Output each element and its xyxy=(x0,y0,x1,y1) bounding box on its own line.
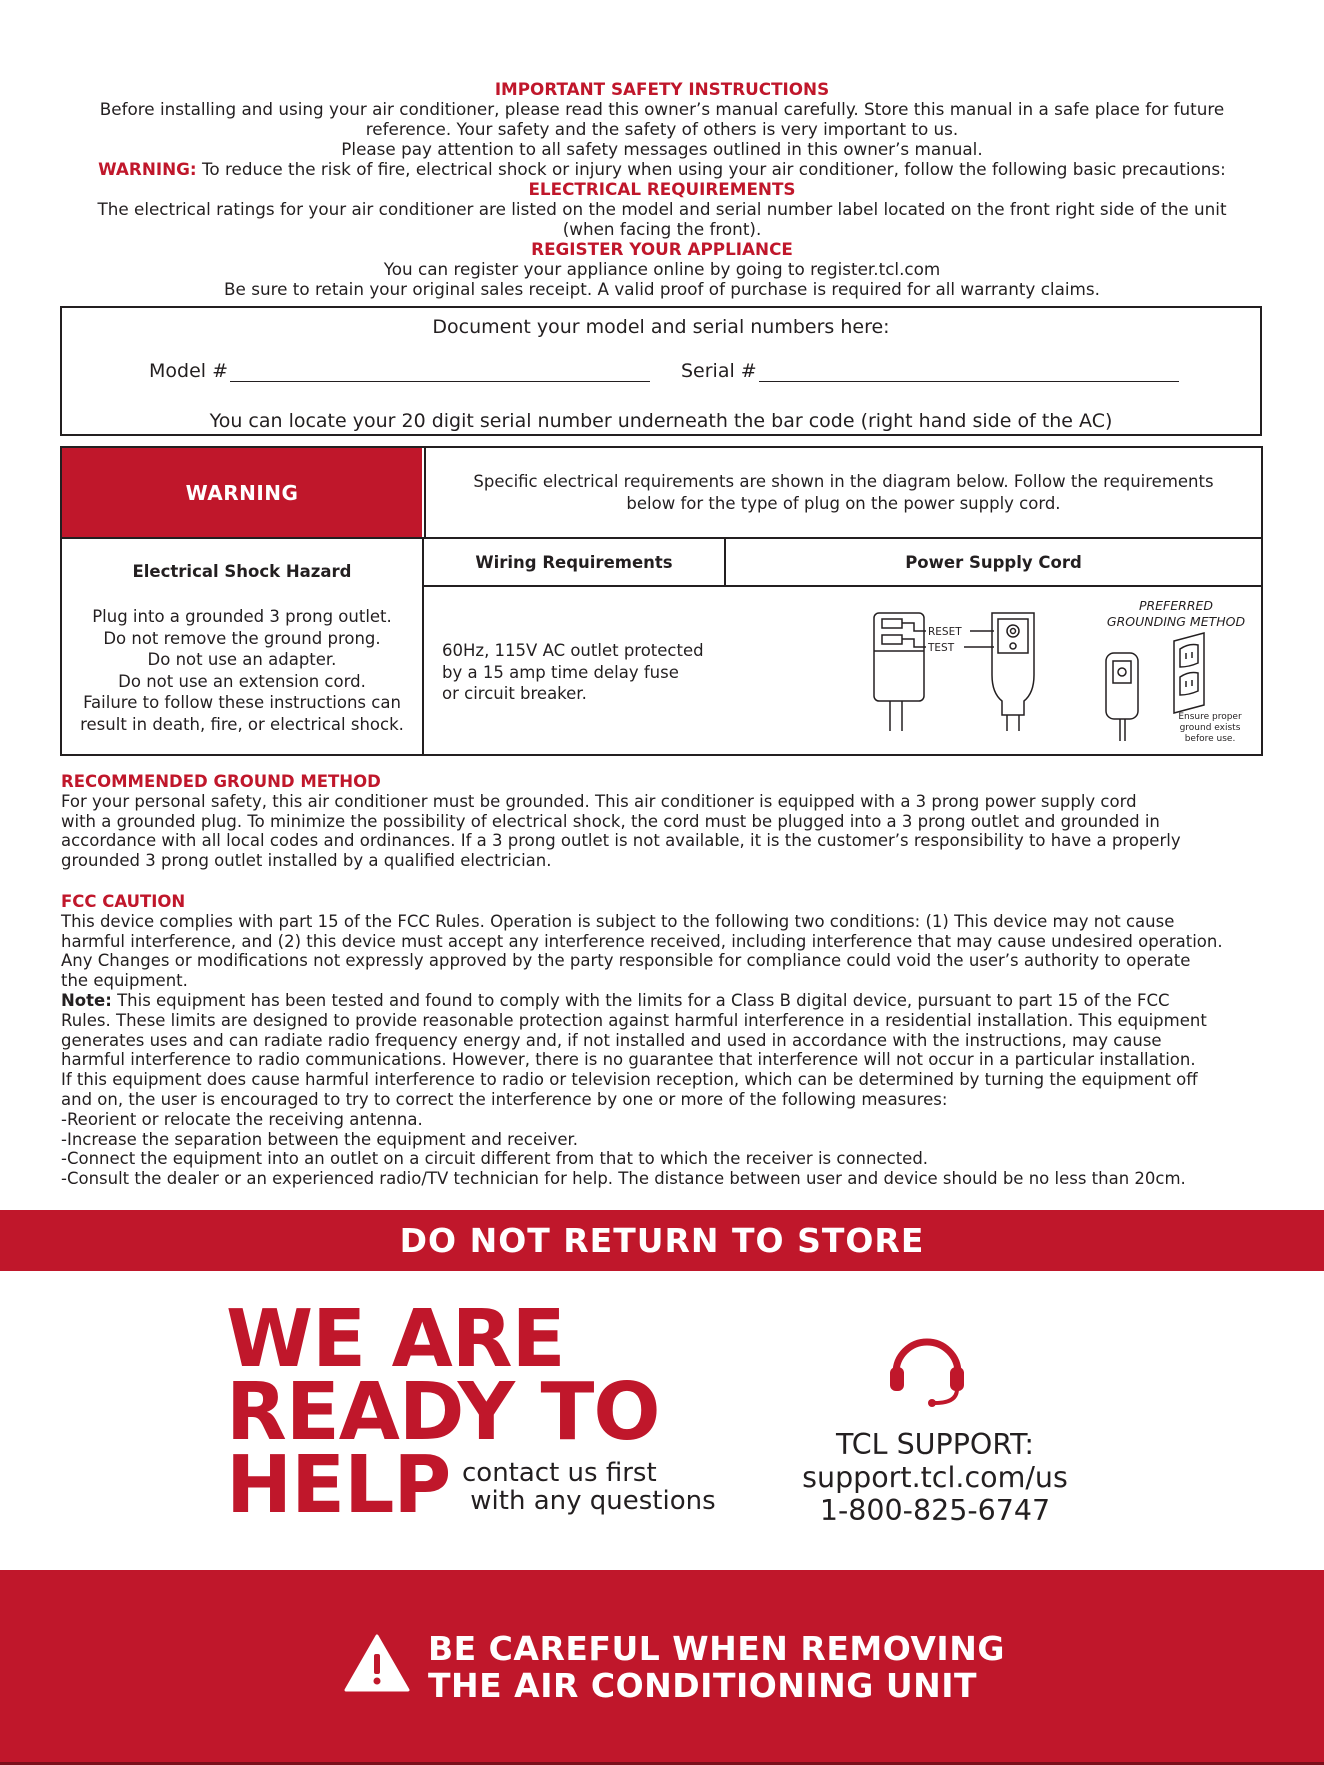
register-line: You can register your appliance online by going to register.tcl.com xyxy=(383,259,941,279)
register-line: Be sure to retain your original sales receipt. A valid proof of purchase is required for all warranty claims. xyxy=(224,279,1100,299)
intro-line: Please pay attention to all safety messages outlined in this owner’s manual. xyxy=(341,139,983,159)
fcc-line: harmful interference, and (2) this device must accept any interference received, including interference that may cause undesired operation. xyxy=(61,931,1223,951)
grounded-plug-icon xyxy=(1106,653,1138,741)
warning-line xyxy=(60,159,1264,179)
contact-line: contact us first xyxy=(462,1458,657,1488)
fcc-line: -Consult the dealer or an experienced radio/TV technician for help. The distance between user and device should be no less than 20cm. xyxy=(61,1169,1186,1189)
ground-line: grounded 3 prong outlet installed by a qualified electrician. xyxy=(61,851,552,871)
ground-line: For your personal safety, this air conditioner must be grounded. This air conditioner is equipped with a 3 prong power supply cord xyxy=(61,791,1137,811)
safety-intro xyxy=(60,79,1264,299)
note-text: This equipment has been tested and found to comply with the limits for a Class B digital device, pursuant to part 15 of the FCC xyxy=(111,990,1170,1010)
intro-line: reference. Your safety and the safety of others is very important to us. xyxy=(365,119,959,139)
fcc-line: harmful interference to radio communications. However, there is no guarantee that interference will not occur in a particular installation. xyxy=(61,1050,1196,1070)
electrical-line: (when facing the front). xyxy=(562,219,762,239)
warning-triangle-icon xyxy=(344,1634,410,1692)
wiring-line: 60Hz, 115V AC outlet protected xyxy=(442,641,704,660)
power-cord-header: Power Supply Cord xyxy=(905,552,1082,572)
ground-line: with a grounded plug. To minimize the possibility of electrical shock, the cord must be plugged into a 3 prong outlet and grounded in xyxy=(61,811,1160,831)
lcdi-plug-icon xyxy=(874,613,926,731)
fcc-line: generates uses and can radiate radio frequency energy and, if not installed and used in accordance with the instructions, may cause xyxy=(61,1030,1162,1050)
serial-label: Serial # xyxy=(681,360,757,382)
fcc-note-line xyxy=(61,991,1271,1011)
ground-method-section xyxy=(61,772,1265,871)
ready-line: WE ARE xyxy=(226,1293,565,1385)
hazard-line: Failure to follow these instructions can xyxy=(83,693,401,712)
hazard-line: Do not remove the ground prong. xyxy=(103,628,381,648)
hazard-text xyxy=(62,606,422,735)
electrical-title: ELECTRICAL REQUIREMENTS xyxy=(528,179,796,199)
headset-icon xyxy=(888,1333,966,1407)
hazard-title: Electrical Shock Hazard xyxy=(132,562,352,581)
hazard-line: Plug into a grounded 3 prong outlet. xyxy=(92,607,392,626)
contact-us-text xyxy=(462,1459,716,1515)
contact-line: with any questions xyxy=(462,1486,716,1516)
serial-line xyxy=(681,360,1179,382)
fcc-line: Rules. These limits are designed to provide reasonable protection against harmful interference in a residential installation. This equipment xyxy=(61,1010,1207,1030)
fcc-line: -Connect the equipment into an outlet on a circuit different from that to which the receiver is connected. xyxy=(61,1149,929,1169)
reset-label: RESET xyxy=(928,626,962,638)
fcc-line: Any Changes or modifications not expressly approved by the party responsible for compliance could void the user’s authority to operate xyxy=(61,951,1191,971)
support-phone[interactable]: 1-800-825-6747 xyxy=(819,1494,1051,1527)
hazard-line: Do not use an extension cord. xyxy=(118,671,366,691)
warning-banner: WARNING xyxy=(62,448,422,537)
serial-number-box xyxy=(60,306,1262,436)
careful-line: BE CAREFUL WHEN REMOVING xyxy=(428,1629,1005,1668)
warning-text: To reduce the risk of fire, electrical shock or injury when using your air conditioner, follow the following basic precautions: xyxy=(196,159,1226,179)
intro-line: Before installing and using your air conditioner, please read this owner’s manual carefully. Store this manual in a safe place for future xyxy=(99,99,1225,119)
warning-table xyxy=(60,446,1263,756)
fcc-line: the equipment. xyxy=(61,971,188,991)
serial-box-title: Document your model and serial numbers here: xyxy=(432,316,890,338)
support-label: TCL SUPPORT: xyxy=(836,1428,1034,1461)
ready-line: HELP xyxy=(226,1439,451,1531)
model-field[interactable] xyxy=(230,364,650,382)
serial-field[interactable] xyxy=(759,364,1179,382)
fcc-line: -Increase the separation between the equipment and receiver. xyxy=(61,1129,578,1149)
warning-label: WARNING: xyxy=(98,159,197,179)
fcc-line: This device complies with part 15 of the FCC Rules. Operation is subject to the following two conditions: (1) This device may not cause xyxy=(61,911,1175,931)
model-line xyxy=(149,360,650,382)
wiring-header: Wiring Requirements xyxy=(475,552,673,572)
register-title: REGISTER YOUR APPLIANCE xyxy=(531,239,793,259)
do-not-return-banner: DO NOT RETURN TO STORE xyxy=(0,1210,1324,1271)
fcc-line: -Reorient or relocate the receiving antenna. xyxy=(61,1109,423,1129)
warning-intro-line: below for the type of plug on the power supply cord. xyxy=(626,493,1061,513)
warning-intro-line: Specific electrical requirements are shown in the diagram below. Follow the requirements xyxy=(473,471,1214,491)
ensure-label: ground exists xyxy=(1179,723,1241,733)
fcc-line: and on, the user is encouraged to try to correct the interference by one or more of the following measures: xyxy=(61,1089,948,1109)
hazard-line: Do not use an adapter. xyxy=(147,650,337,669)
support-info xyxy=(760,1428,1110,1527)
wiring-line: or circuit breaker. xyxy=(442,684,587,703)
hazard-line: result in death, fire, or electrical shock. xyxy=(80,714,404,734)
fcc-line: If this equipment does cause harmful interference to radio or television reception, which can be determined by turning the equipment off xyxy=(61,1070,1198,1090)
preferred-label: PREFERRED xyxy=(1138,598,1214,613)
careful-removal-text xyxy=(428,1630,1005,1704)
wall-outlet-icon xyxy=(1174,633,1204,713)
plug-side-icon xyxy=(992,613,1034,731)
serial-location-note: You can locate your 20 digit serial number underneath the bar code (right hand side of the AC) xyxy=(209,410,1113,432)
careful-line: THE AIR CONDITIONING UNIT xyxy=(428,1666,978,1705)
warning-intro xyxy=(424,448,1261,537)
wiring-text xyxy=(442,640,722,705)
model-label: Model # xyxy=(149,360,229,382)
ready-line: READY TO xyxy=(226,1366,660,1458)
ensure-label: Ensure proper xyxy=(1178,712,1242,722)
ground-method-title: RECOMMENDED GROUND METHOD xyxy=(61,772,381,791)
support-url[interactable]: support.tcl.com/us xyxy=(802,1461,1068,1494)
fcc-section xyxy=(61,892,1271,1189)
electrical-line: The electrical ratings for your air conditioner are listed on the model and serial number label located on the front right side of the unit xyxy=(97,199,1227,219)
safety-title: IMPORTANT SAFETY INSTRUCTIONS xyxy=(494,79,830,99)
test-label: TEST xyxy=(928,642,955,654)
power-cord-diagram xyxy=(802,591,1262,753)
fcc-title: FCC CAUTION xyxy=(61,892,186,911)
grounding-method-label: GROUNDING METHOD xyxy=(1106,614,1246,629)
note-label: Note: xyxy=(61,990,112,1010)
ground-line: accordance with all local codes and ordinances. If a 3 prong outlet is not available, it is the customer’s responsibility to have a properly xyxy=(61,831,1181,851)
wiring-line: by a 15 amp time delay fuse xyxy=(442,662,679,682)
ensure-label: before use. xyxy=(1184,734,1236,744)
